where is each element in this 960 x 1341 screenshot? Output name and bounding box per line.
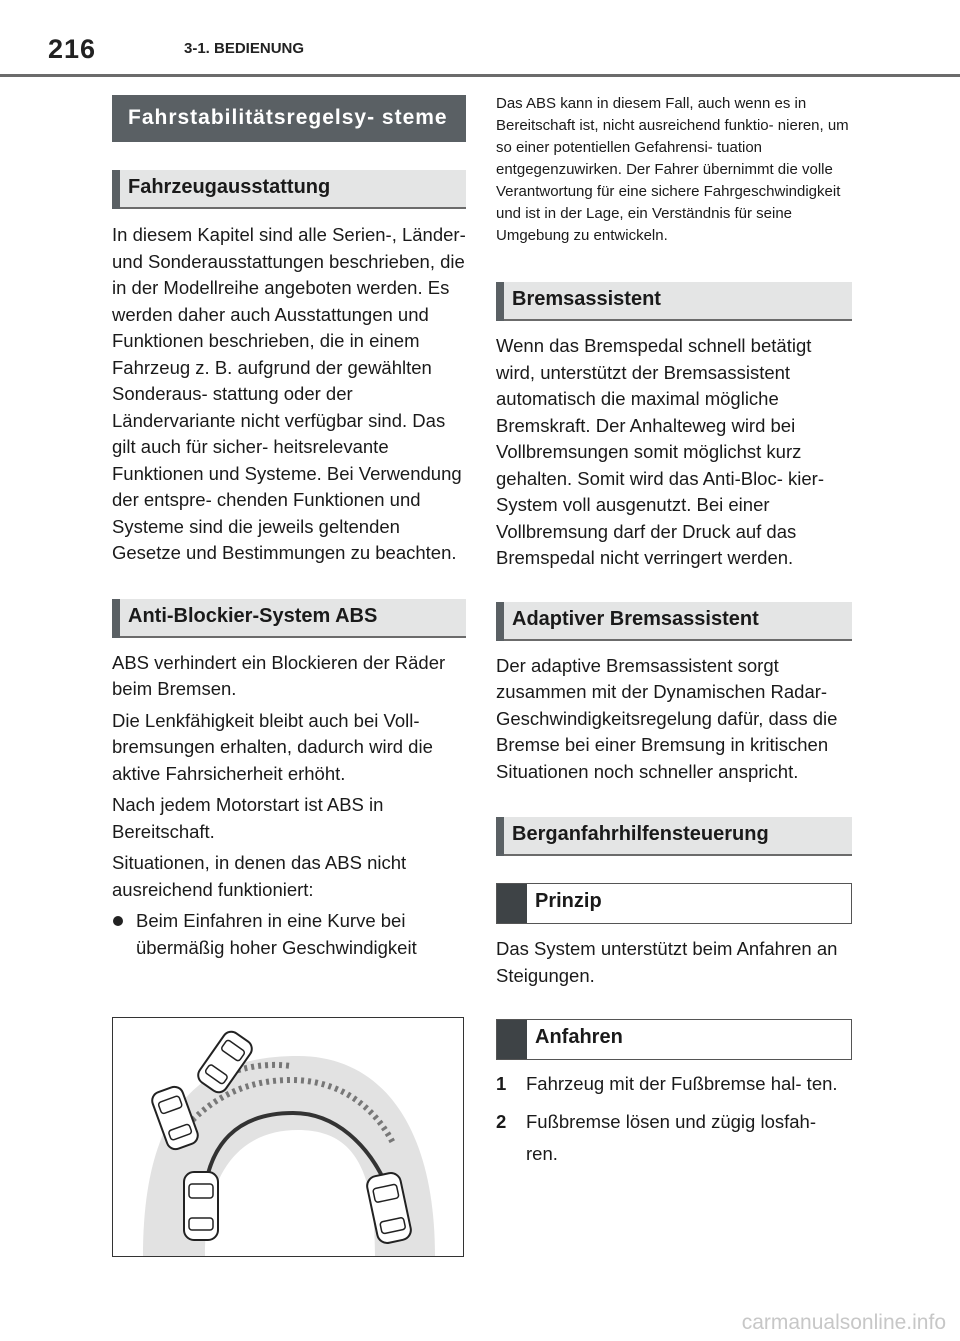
watermark: carmanualsonline.info [741,1311,946,1334]
step-text: Fußbremse lösen und zügig losfah- ren. [526,1111,816,1164]
step-number: 2 [496,1111,507,1132]
paragraph-fahrzeugausstattung: In diesem Kapitel sind alle Serien-, Länder- und Sonderausstattungen beschrieben, die in der Modellreihe angeboten werden. Es werden daher auch Ausstattungen und Funktionen beschrieben, die in einem Fahrzeug z. B. aufgrund der gewählten Sonderaus- stattung oder der Ländervariante nicht verfügbar sind. Das gilt auch für sicher- heitsrelevante Funktionen und Systeme. Bei Verwendung der entspre- chenden Funktionen und Systeme sind die jeweils geltenden Gesetze und Bestimmungen zu beachten. [112,224,466,563]
header-rule [0,74,960,77]
paragraph-abs-1: ABS verhindert ein Blockieren der Räder beim Bremsen. [112,651,446,699]
subheading-fahrzeugausstattung: Fahrzeugausstattung [112,170,466,209]
paragraph-adaptiver-bremsassistent: Der adaptive Bremsassistent sorgt zusammen mit der Dynamischen Radar-Geschwindigkeitsregelung dafür, dass die Bremse bei einer Bremsung in kritischen Situationen noch schneller anspricht. [496,654,838,782]
left-column [112,95,466,961]
paragraph-abs-warning: Das ABS kann in diesem Fall, auch wenn es in Bereitschaft ist, nicht ausreichend funktio- nieren, um so einer potentiellen Gefahrensi- tuation entgegenzuwirken. Der Fahrer übernimmt die volle Verantwortung für eine sichere Fahrgeschwindigkeit und ist in der Lage, ein Verständnis für seine Umgebung zu entwickeln. [496,95,849,244]
page-header [0,0,960,78]
subheading-abs: Anti-Blockier-System ABS [112,599,466,638]
boxheading-anfahren: Anfahren [496,1019,852,1060]
step-text: Fahrzeug mit der Fußbremse hal- ten. [526,1073,838,1094]
chapter-title: 3-1. BEDIENUNG [184,40,305,57]
bullet-icon [113,916,123,926]
list-item [496,1068,852,1100]
paragraph-abs-2: Die Lenkfähigkeit bleibt auch bei Voll- bremsungen erhalten, dadurch wird die aktive Fahrsicherheit erhöht. [112,709,433,784]
boxheading-prinzip: Prinzip [496,883,852,924]
list-item [112,908,466,961]
step-number: 1 [496,1073,507,1094]
right-column [496,93,852,1170]
subheading-bremsassistent: Bremsassistent [496,282,852,321]
road-curve-icon [113,1018,463,1256]
subheading-adaptiver-bremsassistent: Adaptiver Bremsassistent [496,602,852,641]
subheading-berganfahrhilfe: Berganfahrhilfensteuerung [496,817,852,856]
bullet-text: Beim Einfahren in eine Kurve bei übermäßig hoher Geschwindigkeit [136,910,417,958]
section-heading-fahrstabilitaet: Fahrstabilitätsregelsy- steme [112,95,466,142]
page-number: 216 [48,34,97,64]
list-item [496,1106,852,1170]
paragraph-abs-3: Nach jedem Motorstart ist ABS in Bereitschaft. [112,794,384,842]
curve-illustration [112,1017,464,1257]
paragraph-prinzip: Das System unterstützt beim Anfahren an Steigungen. [496,938,838,986]
paragraph-abs-4: Situationen, in denen das ABS nicht ausreichend funktioniert: [112,852,407,900]
paragraph-bremsassistent: Wenn das Bremspedal schnell betätigt wird, unterstützt der Bremsassistent automatisch die maximal mögliche Bremskraft. Der Anhalteweg wird bei Vollbremsungen somit möglichst kurz gehalten. Somit wird das Anti-Bloc- kier-System voll ausgenutzt. Bei einer Vollbremsung darf der Druck auf das Bremspedal nicht verringert werden. [496,335,824,568]
